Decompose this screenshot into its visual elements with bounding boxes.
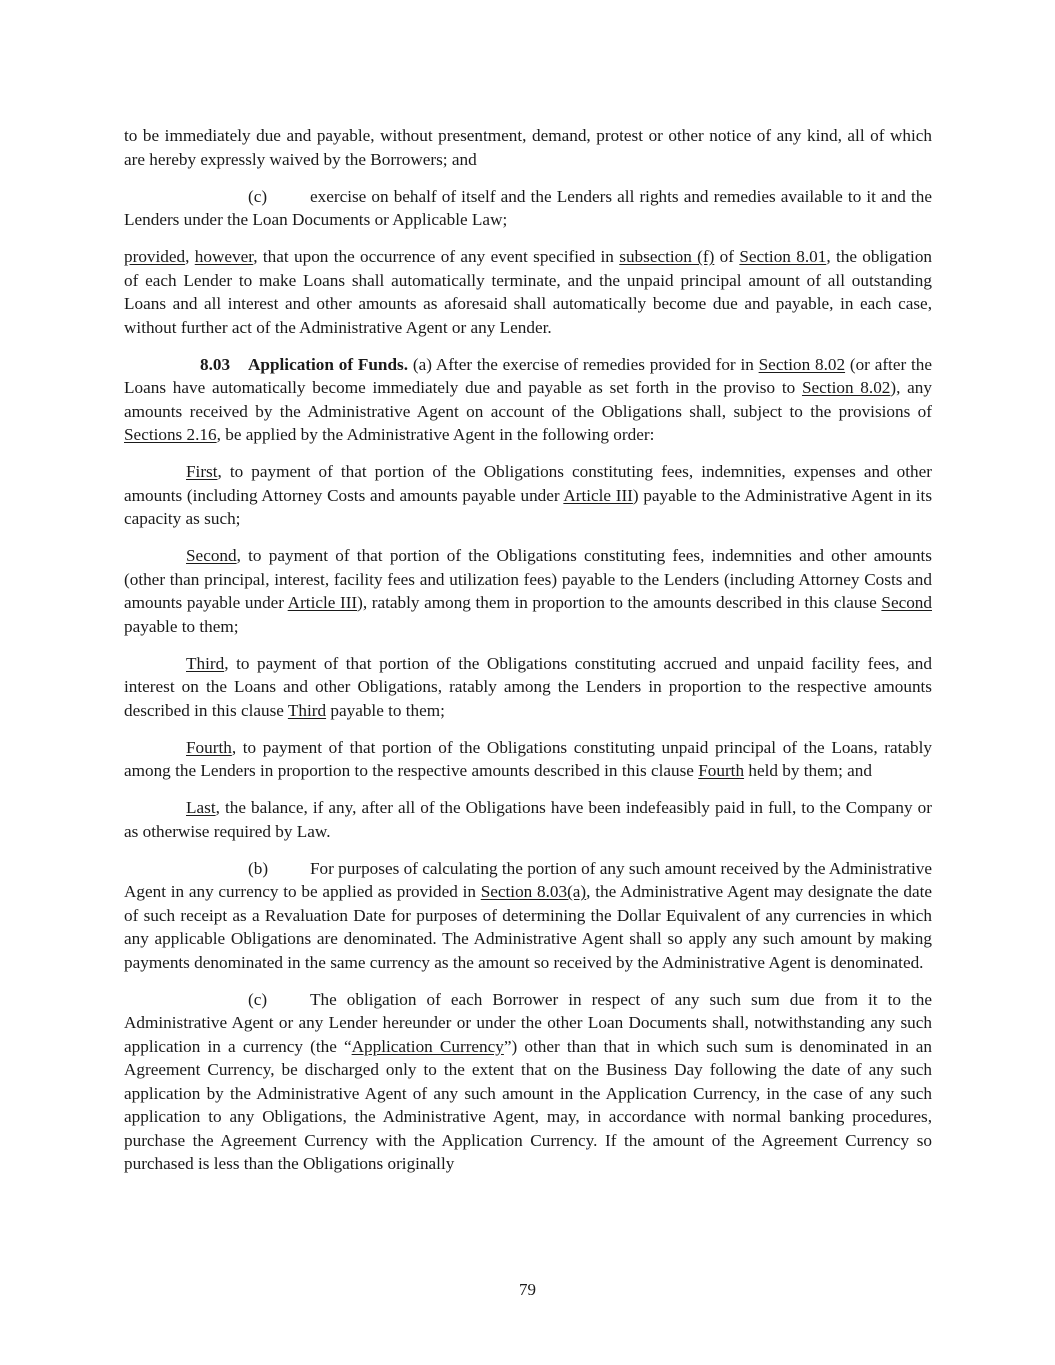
paragraph-last: Last, the balance, if any, after all of the Obligations have been indefeasibly paid in full, to the Company or as otherwise required by Law. — [124, 798, 932, 841]
term-application-currency: Application Currency — [351, 1036, 504, 1056]
term-third: Third — [287, 700, 327, 720]
section-8-03: 8.03 Application of Funds. (a) After the exercise of remedies provided for in Section 8.02 (or after the Loans have automatically become immediately due and payable as set forth in the proviso to Section 8.02), any amounts received by the Administrative Agent on account of the Obligations shall, subject to the provisions of Sections 2.16, be applied by the Administrative Agent in the following order: — [124, 354, 932, 444]
term-last: Last — [186, 798, 216, 817]
reference-section-8-02: Section 8.02 — [758, 354, 846, 374]
paragraph-clause-c — [124, 185, 932, 232]
reference-subsection-f: subsection (f) — [619, 247, 715, 266]
section-number: 8.03 — [200, 354, 231, 374]
page-number: 79 — [519, 1280, 536, 1299]
reference-article-iii: Article III — [563, 485, 633, 505]
paragraph-second: Second, to payment of that portion of the Obligations constituting fees, indemnities and other amounts (other than principal, interest, facility fees and utilization fees) payable to the Lenders (including Attorney Costs and amounts payable under Article III), ratably among them in proportion to the amounts described in this clause Second payable to them; — [124, 546, 932, 636]
paragraph-clause-b: (b) For purposes of calculating the portion of any such amount received by the Administrative Agent in any currency to be applied as provided in Section 8.03(a), the Administrative Agent may designate the date of such receipt as a Revaluation Date for purposes of determining the Dollar Equivalent of any currencies in which any applicable Obligations are denominated. The Administrative Agent shall so apply any such amount by making payments denominated in the same currency as the amount so received by the Administrative Agent is denominated. — [124, 858, 932, 972]
term-fourth: Fourth — [186, 737, 232, 757]
term-however: however — [194, 247, 254, 266]
reference-section-8-01: Section 8.01 — [739, 247, 827, 266]
term-fourth: Fourth — [698, 761, 745, 780]
clause-label: (c) — [248, 186, 268, 206]
reference-section-8-02: Section 8.02 — [801, 378, 891, 397]
clause-label: (c) — [248, 989, 268, 1009]
term-provided: provided — [124, 247, 186, 266]
clause-label: (b) — [248, 858, 269, 878]
clause-text: exercise on behalf of itself and the Lenders all rights and remedies available to it and the Lenders under the Loan Documents or Applicable Law; — [124, 186, 932, 229]
paragraph-continuation: to be immediately due and payable, without presentment, demand, protest or other notice of any kind, all of which are hereby expressly waived by the Borrowers; and — [124, 126, 932, 169]
term-third: Third — [186, 653, 225, 673]
section-heading: Application of Funds. — [248, 354, 409, 374]
paragraph-third: Third, to payment of that portion of the Obligations constituting accrued and unpaid facility fees, and interest on the Loans and other Obligations, ratably among the Lenders in proportion to the respective amounts described in this clause Third payable to them; — [124, 653, 932, 720]
document-page — [124, 124, 932, 1189]
paragraph-first: First, to payment of that portion of the Obligations constituting fees, indemnities, expenses and other amounts (including Attorney Costs and amounts payable under Article III) payable to the Administrative Agent in its capacity as such; — [124, 462, 933, 528]
term-second: Second — [186, 546, 237, 565]
term-first: First — [186, 462, 218, 481]
paragraph-clause-c-currency: (c) The obligation of each Borrower in respect of any such sum due from it to the Administrative Agent or any Lender hereunder or under the other Loan Documents shall, notwithstanding any such application in a currency (the “Application Currency”) other than that in which such sum is denominated in an Agreement Currency, be discharged only to the extent that on the Business Day following the date of any such application by the Administrative Agent of any such amount in the Application Currency, in the case of any such application to any Obligations, the Administrative Agent, may, in accordance with normal banking procedures, purchase the Agreement Currency with the Application Currency. If the amount of the Agreement Currency so purchased is less than the Obligations originally — [124, 989, 933, 1173]
reference-section-8-03a: Section 8.03(a) — [480, 882, 587, 901]
paragraph-fourth: Fourth, to payment of that portion of the Obligations constituting unpaid principal of the Loans, ratably among the Lenders in proportion to the respective amounts described in this clause Fourth held by them; and — [124, 737, 932, 780]
paragraph-proviso: provided, however, that upon the occurrence of any event specified in subsection (f) of Section 8.01, the obligation of each Lender to make Loans shall automatically terminate, and the unpaid principal amount of all outstanding Loans and all interest and other amounts as aforesaid shall automatically become due and payable, in each case, without further act of the Administrative Agent or any Lender. — [124, 247, 933, 337]
reference-sections-2-16: Sections 2.16 — [124, 425, 217, 444]
reference-article-iii: Article III — [287, 593, 358, 612]
term-second: Second — [881, 593, 932, 612]
